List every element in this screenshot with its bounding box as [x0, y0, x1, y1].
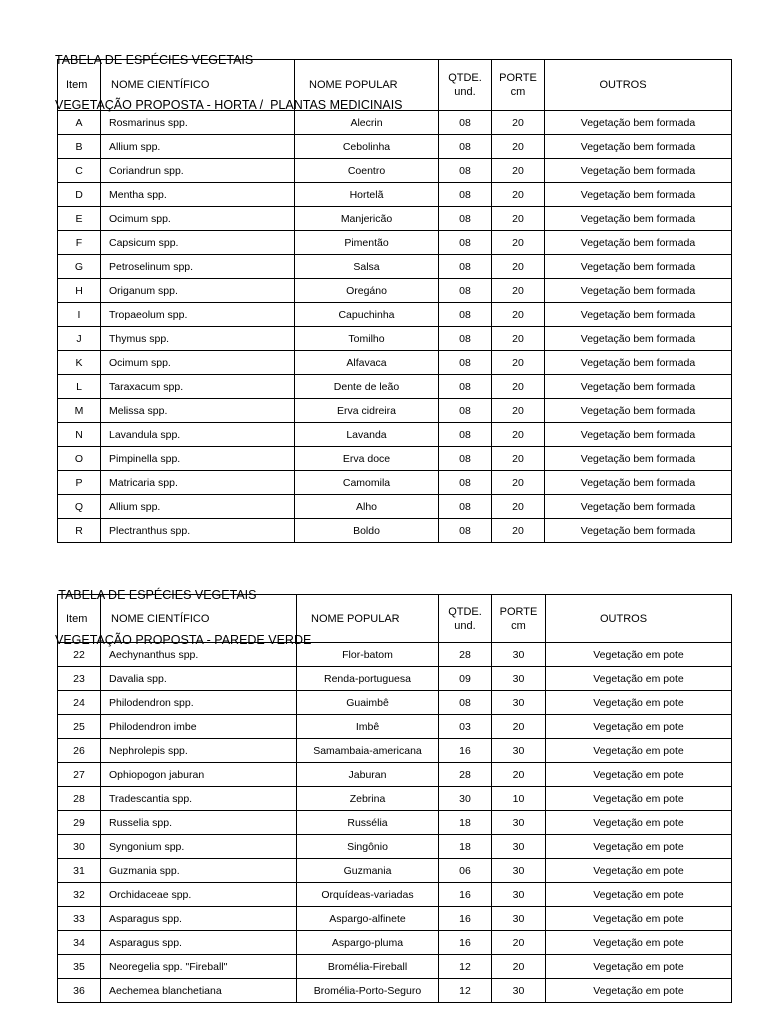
- cell-scientific-name: Coriandrun spp.: [101, 159, 295, 183]
- table-row: [58, 667, 732, 691]
- table1-title-line1: TABELA DE ESPÉCIES VEGETAIS: [55, 53, 254, 67]
- cell-popular-name: Cebolinha: [295, 135, 439, 159]
- cell-other: Vegetação bem formada: [545, 255, 732, 279]
- table-row: [58, 183, 732, 207]
- cell-item: 30: [58, 835, 101, 859]
- cell-size: 20: [492, 375, 545, 399]
- cell-size: 20: [492, 495, 545, 519]
- cell-size: 20: [492, 955, 546, 979]
- table-row: [58, 495, 732, 519]
- cell-scientific-name: Russelia spp.: [101, 811, 297, 835]
- table-row: [58, 835, 732, 859]
- cell-item: J: [58, 327, 101, 351]
- cell-size: 20: [492, 351, 545, 375]
- cell-popular-name: Singônio: [297, 835, 439, 859]
- cell-quantity: 08: [439, 159, 492, 183]
- cell-item: O: [58, 447, 101, 471]
- header-quantity: [439, 60, 492, 111]
- cell-scientific-name: Asparagus spp.: [101, 931, 297, 955]
- cell-quantity: 09: [439, 667, 492, 691]
- table-row: [58, 423, 732, 447]
- cell-scientific-name: Nephrolepis spp.: [101, 739, 297, 763]
- cell-popular-name: Renda-portuguesa: [297, 667, 439, 691]
- horta-species-table: [57, 59, 732, 543]
- cell-scientific-name: Melissa spp.: [101, 399, 295, 423]
- cell-size: 30: [492, 907, 546, 931]
- cell-quantity: 08: [439, 255, 492, 279]
- cell-popular-name: Lavanda: [295, 423, 439, 447]
- cell-quantity: 30: [439, 787, 492, 811]
- cell-quantity: 08: [439, 183, 492, 207]
- cell-scientific-name: Origanum spp.: [101, 279, 295, 303]
- cell-popular-name: Hortelã: [295, 183, 439, 207]
- cell-size: 30: [492, 691, 546, 715]
- cell-popular-name: Boldo: [295, 519, 439, 543]
- header-size-line2: cm: [510, 86, 526, 98]
- cell-size: 20: [492, 763, 546, 787]
- cell-quantity: 06: [439, 859, 492, 883]
- cell-other: Vegetação bem formada: [545, 447, 732, 471]
- cell-other: Vegetação bem formada: [545, 135, 732, 159]
- cell-quantity: 16: [439, 907, 492, 931]
- cell-scientific-name: Taraxacum spp.: [101, 375, 295, 399]
- cell-other: Vegetação em pote: [546, 835, 732, 859]
- header-popular-name: NOME POPULAR: [295, 60, 439, 111]
- cell-popular-name: Bromélia-Porto-Seguro: [297, 979, 439, 1003]
- cell-item: R: [58, 519, 101, 543]
- cell-scientific-name: Orchidaceae spp.: [101, 883, 297, 907]
- table-row: [58, 231, 732, 255]
- cell-quantity: 08: [439, 135, 492, 159]
- cell-size: 30: [492, 979, 546, 1003]
- cell-popular-name: Russélia: [297, 811, 439, 835]
- cell-other: Vegetação bem formada: [545, 471, 732, 495]
- header-item: Item: [58, 60, 101, 111]
- table-row: [58, 399, 732, 423]
- cell-popular-name: Alho: [295, 495, 439, 519]
- cell-size: 20: [492, 327, 545, 351]
- table-row: [58, 763, 732, 787]
- cell-popular-name: Bromélia-Fireball: [297, 955, 439, 979]
- cell-other: Vegetação bem formada: [545, 519, 732, 543]
- header-quantity: [439, 595, 492, 643]
- cell-other: Vegetação bem formada: [545, 375, 732, 399]
- cell-other: Vegetação bem formada: [545, 231, 732, 255]
- cell-item: 27: [58, 763, 101, 787]
- cell-other: Vegetação bem formada: [545, 399, 732, 423]
- cell-popular-name: Alfavaca: [295, 351, 439, 375]
- cell-other: Vegetação em pote: [546, 667, 732, 691]
- table-row: [58, 375, 732, 399]
- cell-other: Vegetação em pote: [546, 787, 732, 811]
- cell-quantity: 08: [439, 351, 492, 375]
- cell-item: K: [58, 351, 101, 375]
- cell-quantity: 08: [439, 303, 492, 327]
- cell-quantity: 08: [439, 111, 492, 135]
- header-other: OUTROS: [545, 60, 732, 111]
- cell-item: 32: [58, 883, 101, 907]
- cell-size: 20: [492, 255, 545, 279]
- cell-item: C: [58, 159, 101, 183]
- cell-scientific-name: Lavandula spp.: [101, 423, 295, 447]
- table-row: [58, 643, 732, 667]
- cell-quantity: 08: [439, 471, 492, 495]
- table-row: [58, 955, 732, 979]
- cell-quantity: 18: [439, 811, 492, 835]
- cell-popular-name: Dente de leão: [295, 375, 439, 399]
- cell-item: Q: [58, 495, 101, 519]
- cell-popular-name: Erva doce: [295, 447, 439, 471]
- cell-item: 31: [58, 859, 101, 883]
- cell-quantity: 12: [439, 955, 492, 979]
- cell-popular-name: Aspargo-alfinete: [297, 907, 439, 931]
- cell-other: Vegetação bem formada: [545, 327, 732, 351]
- cell-item: 36: [58, 979, 101, 1003]
- cell-popular-name: Pimentão: [295, 231, 439, 255]
- table-row: [58, 931, 732, 955]
- cell-size: 30: [492, 835, 546, 859]
- cell-quantity: 08: [439, 279, 492, 303]
- table-row: [58, 859, 732, 883]
- table-row: [58, 787, 732, 811]
- table2-title-line2: VEGETAÇÃO PROPOSTA - PAREDE VERDE: [55, 633, 312, 647]
- cell-other: Vegetação em pote: [546, 811, 732, 835]
- cell-other: Vegetação bem formada: [545, 351, 732, 375]
- cell-size: 20: [492, 423, 545, 447]
- cell-item: E: [58, 207, 101, 231]
- cell-scientific-name: Tropaeolum spp.: [101, 303, 295, 327]
- cell-size: 20: [492, 231, 545, 255]
- table-row: [58, 351, 732, 375]
- cell-scientific-name: Philodendron imbe: [101, 715, 297, 739]
- cell-quantity: 08: [439, 423, 492, 447]
- cell-popular-name: Jaburan: [297, 763, 439, 787]
- cell-other: Vegetação bem formada: [545, 159, 732, 183]
- cell-other: Vegetação bem formada: [545, 303, 732, 327]
- header-scientific-name: NOME CIENTÍFICO: [101, 595, 297, 643]
- cell-popular-name: Coentro: [295, 159, 439, 183]
- cell-popular-name: Guzmania: [297, 859, 439, 883]
- cell-quantity: 03: [439, 715, 492, 739]
- cell-scientific-name: Mentha spp.: [101, 183, 295, 207]
- cell-popular-name: Manjericão: [295, 207, 439, 231]
- cell-other: Vegetação em pote: [546, 715, 732, 739]
- cell-quantity: 08: [439, 207, 492, 231]
- cell-size: 20: [492, 519, 545, 543]
- cell-size: 20: [492, 207, 545, 231]
- cell-other: Vegetação bem formada: [545, 111, 732, 135]
- cell-item: 25: [58, 715, 101, 739]
- cell-size: 30: [492, 859, 546, 883]
- header-size-line1: PORTE: [499, 72, 537, 84]
- cell-size: 30: [492, 643, 546, 667]
- table2-title-line1: TABELA DE ESPÉCIES VEGETAIS: [55, 588, 257, 602]
- cell-item: L: [58, 375, 101, 399]
- cell-popular-name: Aspargo-pluma: [297, 931, 439, 955]
- cell-quantity: 28: [439, 643, 492, 667]
- cell-quantity: 08: [439, 447, 492, 471]
- table-row: [58, 979, 732, 1003]
- cell-item: M: [58, 399, 101, 423]
- cell-item: F: [58, 231, 101, 255]
- parede-verde-species-table: [57, 594, 732, 1003]
- cell-scientific-name: Davalia spp.: [101, 667, 297, 691]
- table-row: [58, 715, 732, 739]
- cell-scientific-name: Pimpinella spp.: [101, 447, 295, 471]
- cell-scientific-name: Rosmarinus spp.: [101, 111, 295, 135]
- cell-scientific-name: Allium spp.: [101, 135, 295, 159]
- cell-size: 30: [492, 667, 546, 691]
- cell-scientific-name: Neoregelia spp. "Fireball": [101, 955, 297, 979]
- cell-quantity: 08: [439, 399, 492, 423]
- table-row: [58, 739, 732, 763]
- cell-size: 10: [492, 787, 546, 811]
- cell-scientific-name: Philodendron spp.: [101, 691, 297, 715]
- table-row: [58, 907, 732, 931]
- cell-other: Vegetação bem formada: [545, 423, 732, 447]
- cell-size: 20: [492, 135, 545, 159]
- table1-title-line2: VEGETAÇÃO PROPOSTA - HORTA / PLANTAS MEDICINAIS: [55, 98, 403, 112]
- cell-item: H: [58, 279, 101, 303]
- header-size-line1: PORTE: [499, 605, 538, 618]
- cell-quantity: 08: [439, 495, 492, 519]
- cell-size: 20: [492, 399, 545, 423]
- cell-size: 30: [492, 739, 546, 763]
- header-scientific-name: NOME CIENTÍFICO: [101, 60, 295, 111]
- cell-popular-name: Flor-batom: [297, 643, 439, 667]
- cell-other: Vegetação em pote: [546, 691, 732, 715]
- cell-scientific-name: Thymus spp.: [101, 327, 295, 351]
- cell-quantity: 08: [439, 327, 492, 351]
- cell-quantity: 12: [439, 979, 492, 1003]
- cell-scientific-name: Capsicum spp.: [101, 231, 295, 255]
- cell-scientific-name: Allium spp.: [101, 495, 295, 519]
- cell-item: D: [58, 183, 101, 207]
- cell-quantity: 16: [439, 883, 492, 907]
- cell-size: 20: [492, 447, 545, 471]
- table-row: [58, 327, 732, 351]
- cell-scientific-name: Asparagus spp.: [101, 907, 297, 931]
- header-popular-name: NOME POPULAR: [297, 595, 439, 643]
- header-item: Item: [58, 595, 101, 643]
- cell-item: B: [58, 135, 101, 159]
- cell-other: Vegetação em pote: [546, 883, 732, 907]
- cell-popular-name: Samambaia-americana: [297, 739, 439, 763]
- header-size-line2: cm: [511, 619, 526, 632]
- cell-scientific-name: Ocimum spp.: [101, 351, 295, 375]
- cell-quantity: 08: [439, 519, 492, 543]
- cell-other: Vegetação bem formada: [545, 183, 732, 207]
- table-row: [58, 519, 732, 543]
- cell-popular-name: Zebrina: [297, 787, 439, 811]
- cell-item: I: [58, 303, 101, 327]
- cell-item: 33: [58, 907, 101, 931]
- cell-scientific-name: Plectranthus spp.: [101, 519, 295, 543]
- cell-item: N: [58, 423, 101, 447]
- cell-size: 20: [492, 471, 545, 495]
- cell-quantity: 18: [439, 835, 492, 859]
- table-row: [58, 691, 732, 715]
- cell-item: 34: [58, 931, 101, 955]
- cell-size: 20: [492, 931, 546, 955]
- cell-scientific-name: Guzmania spp.: [101, 859, 297, 883]
- table-row: [58, 255, 732, 279]
- cell-size: 20: [492, 303, 545, 327]
- cell-scientific-name: Syngonium spp.: [101, 835, 297, 859]
- header-quantity-line1: QTDE.: [448, 72, 482, 84]
- cell-other: Vegetação em pote: [546, 643, 732, 667]
- cell-other: Vegetação em pote: [546, 739, 732, 763]
- cell-other: Vegetação bem formada: [545, 495, 732, 519]
- table-row: [58, 811, 732, 835]
- header-size: [492, 595, 546, 643]
- cell-popular-name: Salsa: [295, 255, 439, 279]
- cell-other: Vegetação em pote: [546, 931, 732, 955]
- cell-item: 24: [58, 691, 101, 715]
- cell-scientific-name: Tradescantia spp.: [101, 787, 297, 811]
- cell-popular-name: Orquídeas-variadas: [297, 883, 439, 907]
- table-row: [58, 447, 732, 471]
- cell-other: Vegetação em pote: [546, 763, 732, 787]
- cell-scientific-name: Aechynanthus spp.: [101, 643, 297, 667]
- cell-item: 23: [58, 667, 101, 691]
- cell-popular-name: Tomilho: [295, 327, 439, 351]
- table-row: [58, 111, 732, 135]
- table-row: [58, 471, 732, 495]
- cell-item: P: [58, 471, 101, 495]
- header-quantity-line2: und.: [454, 619, 476, 632]
- cell-other: Vegetação em pote: [546, 907, 732, 931]
- header-size: [492, 60, 545, 111]
- cell-size: 30: [492, 811, 546, 835]
- cell-other: Vegetação em pote: [546, 859, 732, 883]
- cell-size: 30: [492, 883, 546, 907]
- cell-item: A: [58, 111, 101, 135]
- cell-scientific-name: Petroselinum spp.: [101, 255, 295, 279]
- cell-item: G: [58, 255, 101, 279]
- cell-popular-name: Alecrin: [295, 111, 439, 135]
- cell-quantity: 08: [439, 375, 492, 399]
- cell-other: Vegetação em pote: [546, 979, 732, 1003]
- table-header-row: [58, 595, 732, 643]
- table-row: [58, 207, 732, 231]
- cell-quantity: 08: [439, 691, 492, 715]
- table-row: [58, 883, 732, 907]
- cell-popular-name: Guaimbê: [297, 691, 439, 715]
- cell-scientific-name: Ocimum spp.: [101, 207, 295, 231]
- cell-size: 20: [492, 159, 545, 183]
- cell-item: 29: [58, 811, 101, 835]
- cell-quantity: 08: [439, 231, 492, 255]
- header-quantity-line2: und.: [454, 86, 476, 98]
- cell-other: Vegetação bem formada: [545, 279, 732, 303]
- cell-quantity: 16: [439, 931, 492, 955]
- cell-popular-name: Oregáno: [295, 279, 439, 303]
- cell-other: Vegetação bem formada: [545, 207, 732, 231]
- cell-quantity: 28: [439, 763, 492, 787]
- cell-quantity: 16: [439, 739, 492, 763]
- cell-popular-name: Camomila: [295, 471, 439, 495]
- cell-item: 35: [58, 955, 101, 979]
- cell-scientific-name: Ophiopogon jaburan: [101, 763, 297, 787]
- cell-item: 22: [58, 643, 101, 667]
- table-header-row: [58, 60, 732, 111]
- table-row: [58, 279, 732, 303]
- header-other: OUTROS: [546, 595, 732, 643]
- cell-size: 20: [492, 279, 545, 303]
- cell-popular-name: Imbê: [297, 715, 439, 739]
- cell-scientific-name: Matricaria spp.: [101, 471, 295, 495]
- cell-size: 20: [492, 183, 545, 207]
- cell-scientific-name: Aechemea blanchetiana: [101, 979, 297, 1003]
- cell-popular-name: Erva cidreira: [295, 399, 439, 423]
- cell-size: 20: [492, 111, 545, 135]
- table-row: [58, 159, 732, 183]
- cell-popular-name: Capuchinha: [295, 303, 439, 327]
- cell-item: 28: [58, 787, 101, 811]
- cell-other: Vegetação em pote: [546, 955, 732, 979]
- table-row: [58, 135, 732, 159]
- header-quantity-line1: QTDE.: [448, 605, 482, 618]
- cell-item: 26: [58, 739, 101, 763]
- cell-size: 20: [492, 715, 546, 739]
- table-row: [58, 303, 732, 327]
